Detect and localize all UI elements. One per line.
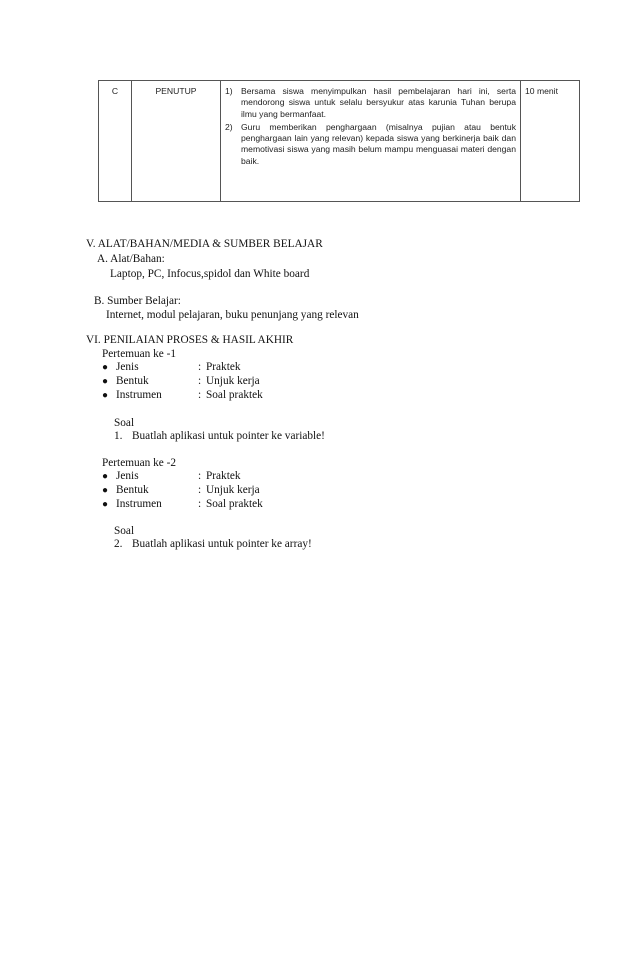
item-label: Jenis [116,361,139,373]
soal-text: Buatlah aplikasi untuk pointer ke array! [132,538,312,550]
step-number: 2) [225,121,233,132]
soal-1-title: Soal [114,417,135,429]
bullet-icon: ● [102,376,109,387]
separator: : [198,375,202,387]
list-item [102,498,402,512]
sources-title: B. Sumber Belajar: [94,295,181,307]
bullet-icon: ● [102,471,109,482]
item-label: Bentuk [116,484,149,496]
step-text: Guru memberikan penghargaan (misalnya pujian atau bentuk penghargaan lain yang relevan) kepada siswa yang berkinerja baik dan memotivasi siswa yang masih belum mampu menguasai materi dengan baik. [241,121,516,166]
list-item [102,375,402,389]
item-value: Soal praktek [206,498,263,510]
meeting-2-title: Pertemuan ke -2 [102,457,177,469]
item-value: Praktek [206,361,241,373]
item-value: Unjuk kerja [206,484,260,496]
item-label: Instrumen [116,498,162,510]
sources-text: Internet, modul pelajaran, buku penunjang yang relevan [106,309,359,321]
stage-code: C [99,81,132,202]
bullet-icon: ● [102,362,109,373]
item-value: Unjuk kerja [206,375,260,387]
item-value: Soal praktek [206,389,263,401]
separator: : [198,389,202,401]
item-label: Bentuk [116,375,149,387]
bullet-icon: ● [102,485,109,496]
separator: : [198,498,202,510]
step-text: Bersama siswa menyimpulkan hasil pembelajaran hari ini, serta mendorong siswa untuk selalu bersyukur atas karunia Tuhan berupa ilmu yang bermanfaat. [241,86,516,119]
step-number: 1) [225,86,233,96]
list-item [225,122,516,167]
soal-2 [114,538,414,552]
separator: : [198,470,202,482]
list-item [102,389,402,403]
item-value: Praktek [206,470,241,482]
bullet-icon: ● [102,499,109,510]
bullet-icon: ● [102,390,109,401]
item-label: Jenis [116,470,139,482]
table-row [99,81,580,202]
list-item [102,484,402,498]
soal-number: 2. [114,538,123,550]
soal-text: Buatlah aplikasi untuk pointer ke variable! [132,430,325,442]
tools-title: A. Alat/Bahan: [97,253,165,265]
list-item [225,86,516,120]
stage-time: 10 menit [521,81,580,202]
soal-1 [114,430,414,444]
soal-2-title: Soal [114,525,135,537]
separator: : [198,361,202,373]
meeting-1-title: Pertemuan ke -1 [102,348,177,360]
section-vi-heading: VI. PENILAIAN PROSES & HASIL AKHIR [86,334,294,346]
tools-text: Laptop, PC, Infocus,spidol dan White board [110,268,310,280]
item-label: Instrumen [116,389,162,401]
list-item [102,470,402,484]
activity-table [98,80,580,202]
separator: : [198,484,202,496]
section-v-heading: V. ALAT/BAHAN/MEDIA & SUMBER BELAJAR [86,238,323,250]
stage-description [221,81,521,202]
soal-number: 1. [114,430,123,442]
list-item [102,361,402,375]
stage-name: PENUTUP [132,81,221,202]
